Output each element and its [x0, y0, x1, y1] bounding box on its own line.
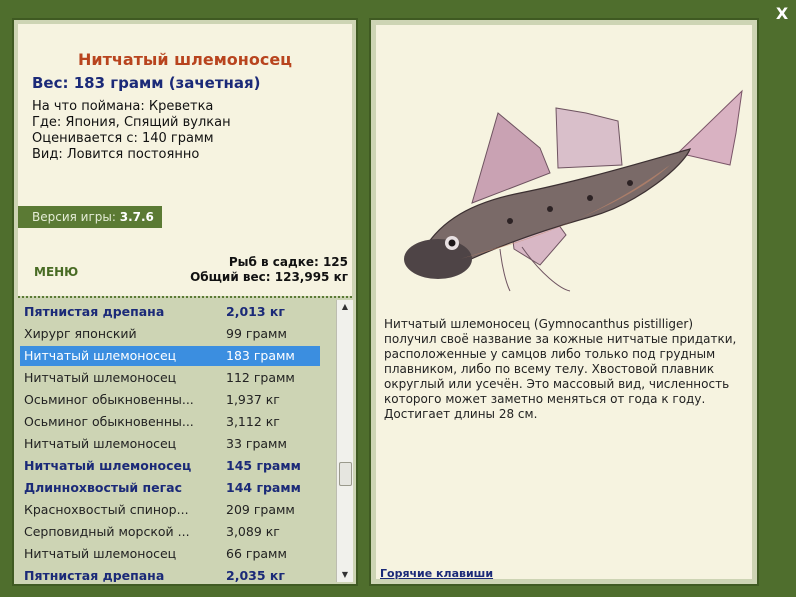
list-scrollbar[interactable] — [336, 300, 353, 582]
scrollbar-thumb[interactable] — [339, 462, 352, 486]
fish-description: Нитчатый шлемоносец (Gymnocanthus pistilliger) получил своё название за кожные нитчатые придатки, расположенные у самцов либо только под грудным плавником, либо по всему телу. Хвостовой плавник округлый или усечён. Это массовый вид, численность которого может заметно меняться от года к году. Достигает длины 28 см. — [384, 317, 737, 421]
list-item[interactable] — [20, 434, 320, 454]
list-item-weight: 145 грамм — [226, 458, 301, 473]
close-icon: X — [775, 4, 789, 23]
list-item-name: Нитчатый шлемоносец — [24, 458, 192, 473]
fish-info-panel — [12, 18, 358, 586]
list-item[interactable] — [20, 478, 320, 498]
list-item-name: Пятнистая дрепана — [24, 304, 165, 319]
divider — [18, 296, 352, 298]
list-item-name: Нитчатый шлемоносец — [24, 546, 177, 561]
list-item[interactable] — [20, 566, 320, 582]
list-item[interactable] — [20, 500, 320, 520]
list-item-name: Осьминог обыкновенны... — [24, 392, 194, 407]
fish-weight: Вес: 183 грамм (зачетная) — [32, 74, 261, 92]
list-item-weight: 209 грамм — [226, 502, 295, 517]
list-item-weight: 183 грамм — [226, 348, 295, 363]
list-item-weight: 3,112 кг — [226, 414, 280, 429]
list-item-name: Хирург японский — [24, 326, 137, 341]
fish-detail-panel — [369, 18, 759, 586]
list-item[interactable] — [20, 456, 320, 476]
list-item-name: Пятнистая дрепана — [24, 568, 165, 582]
list-item[interactable] — [20, 324, 320, 344]
list-item-weight: 1,937 кг — [226, 392, 280, 407]
location-info: Где: Япония, Спящий вулкан — [32, 115, 231, 130]
list-item[interactable] — [20, 544, 320, 564]
fish-info-box — [18, 24, 352, 296]
version-bar — [18, 206, 162, 228]
close-button[interactable] — [773, 5, 791, 23]
list-item-weight: 2,035 кг — [226, 568, 285, 582]
cage-stats — [190, 255, 348, 285]
catch-list[interactable] — [18, 302, 334, 582]
arrow-down-icon[interactable]: ▼ — [341, 570, 349, 579]
list-item[interactable] — [20, 368, 320, 388]
list-item-name: Осьминог обыкновенны... — [24, 414, 194, 429]
rated-from-info: Оцениваетcя с: 140 грамм — [32, 131, 214, 146]
list-item-name: Нитчатый шлемоносец — [24, 370, 177, 385]
list-item-name: Нитчатый шлемоносец — [24, 348, 177, 363]
list-item[interactable] — [20, 390, 320, 410]
hotkeys-link[interactable]: Горячие клавиши — [380, 567, 494, 580]
cage-fish-count: Рыб в садке: 125 — [228, 255, 348, 269]
list-item[interactable] — [20, 302, 320, 322]
list-item-weight: 144 грамм — [226, 480, 301, 495]
list-item-name: Серповидный морской ... — [24, 524, 190, 539]
list-item-weight: 3,089 кг — [226, 524, 280, 539]
version-label: Версия игры: — [32, 210, 116, 224]
version-value: 3.7.6 — [119, 210, 154, 224]
list-item-weight: 33 грамм — [226, 436, 287, 451]
list-item-weight: 66 грамм — [226, 546, 287, 561]
list-item-name: Длиннохвостый пегас — [24, 480, 183, 495]
list-item-weight: 112 грамм — [226, 370, 295, 385]
list-item[interactable] — [20, 522, 320, 542]
fish-illustration — [390, 53, 746, 293]
list-item-weight: 99 грамм — [226, 326, 287, 341]
fish-title: Нитчатый шлемоносец — [77, 50, 293, 69]
list-item-name: Нитчатый шлемоносец — [24, 436, 177, 451]
list-item[interactable] — [20, 346, 320, 366]
arrow-up-icon[interactable]: ▲ — [341, 302, 349, 311]
list-item[interactable] — [20, 412, 320, 432]
cage-total-weight: Общий вес: 123,995 кг — [190, 270, 348, 284]
list-item-name: Краснохвостый спинор... — [24, 502, 189, 517]
kind-info: Вид: Ловится постоянно — [32, 147, 200, 162]
list-item-weight: 2,013 кг — [226, 304, 285, 319]
fish-detail-box — [376, 25, 752, 579]
bait-info: На что поймана: Креветка — [32, 99, 214, 114]
menu-button[interactable]: МЕНЮ — [34, 265, 79, 279]
